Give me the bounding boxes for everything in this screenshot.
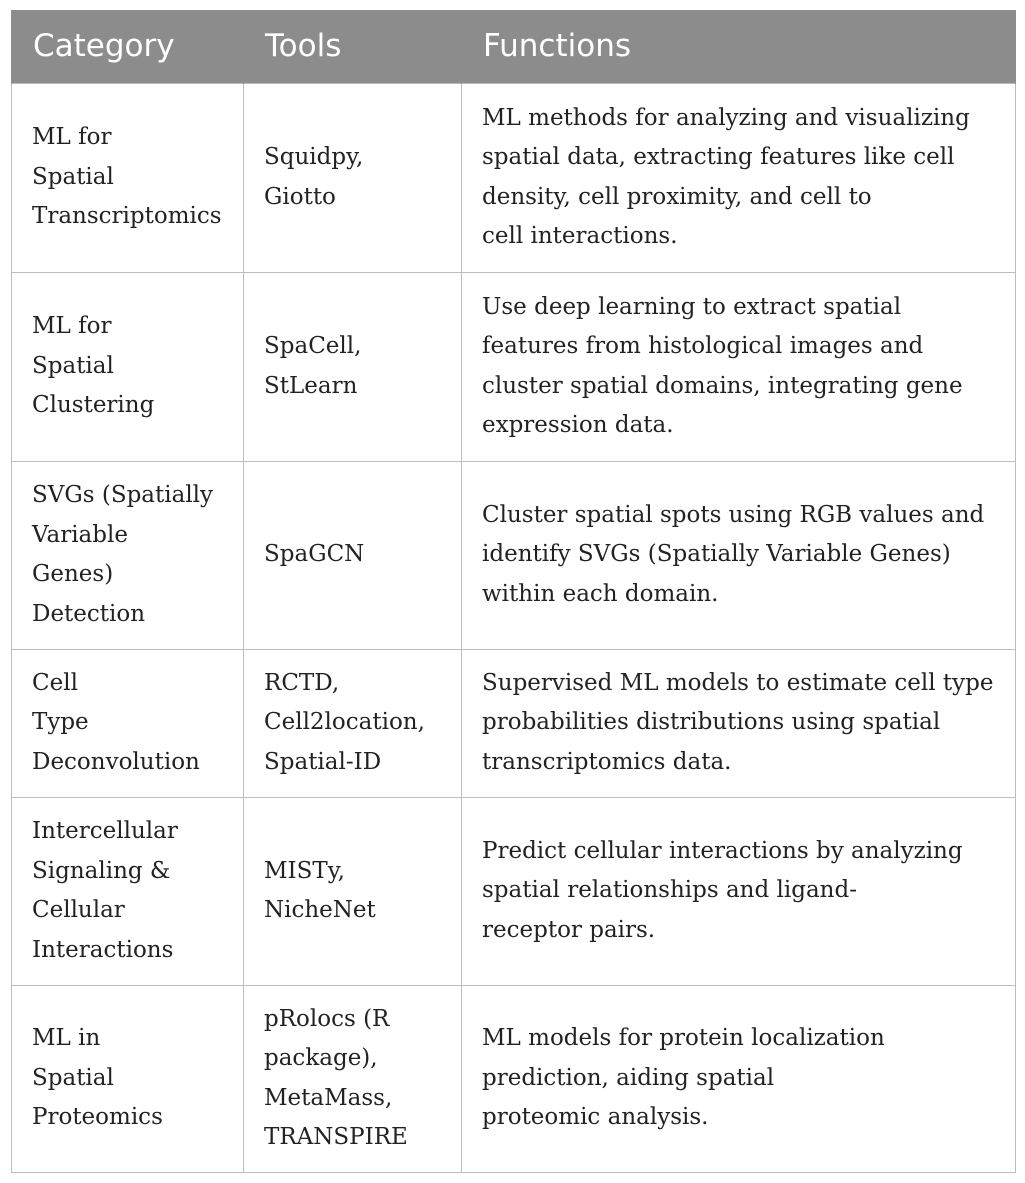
category-cell: ML in Spatial Proteomics [12, 985, 244, 1172]
ml-tools-table [11, 10, 1016, 1173]
tools-cell: SpaGCN [244, 461, 462, 649]
category-cell: SVGs (Spatially Variable Genes) Detection [12, 461, 244, 649]
functions-cell: ML methods for analyzing and visualizing spatial data, extracting features like cell density, cell proximity, and cell to cell interactions. [462, 83, 1016, 272]
functions-cell: Use deep learning to extract spatial features from histological images and cluster spatial domains, integrating gene expression data. [462, 272, 1016, 461]
header-row [12, 10, 1016, 83]
tools-cell: RCTD, Cell2location, Spatial-ID [244, 649, 462, 797]
functions-cell: ML models for protein localization prediction, aiding spatial proteomic analysis. [462, 985, 1016, 1172]
category-cell: Intercellular Signaling & Cellular Interactions [12, 797, 244, 985]
tools-cell: MISTy, NicheNet [244, 797, 462, 985]
header-functions: Functions [462, 10, 1016, 83]
header-tools: Tools [244, 10, 462, 83]
table-row [12, 461, 1016, 649]
functions-cell: Cluster spatial spots using RGB values and identify SVGs (Spatially Variable Genes) within each domain. [462, 461, 1016, 649]
table-row [12, 83, 1016, 272]
category-cell: ML for Spatial Clustering [12, 272, 244, 461]
tools-cell: Squidpy, Giotto [244, 83, 462, 272]
table-row [12, 985, 1016, 1172]
category-cell: Cell Type Deconvolution [12, 649, 244, 797]
functions-cell: Predict cellular interactions by analyzing spatial relationships and ligand- receptor pairs. [462, 797, 1016, 985]
category-cell: ML for Spatial Transcriptomics [12, 83, 244, 272]
tools-cell: SpaCell, StLearn [244, 272, 462, 461]
table-row [12, 649, 1016, 797]
table-row [12, 797, 1016, 985]
header-category: Category [12, 10, 244, 83]
tools-cell: pRolocs (R package), MetaMass, TRANSPIRE [244, 985, 462, 1172]
table-row [12, 272, 1016, 461]
functions-cell: Supervised ML models to estimate cell type probabilities distributions using spatial transcriptomics data. [462, 649, 1016, 797]
